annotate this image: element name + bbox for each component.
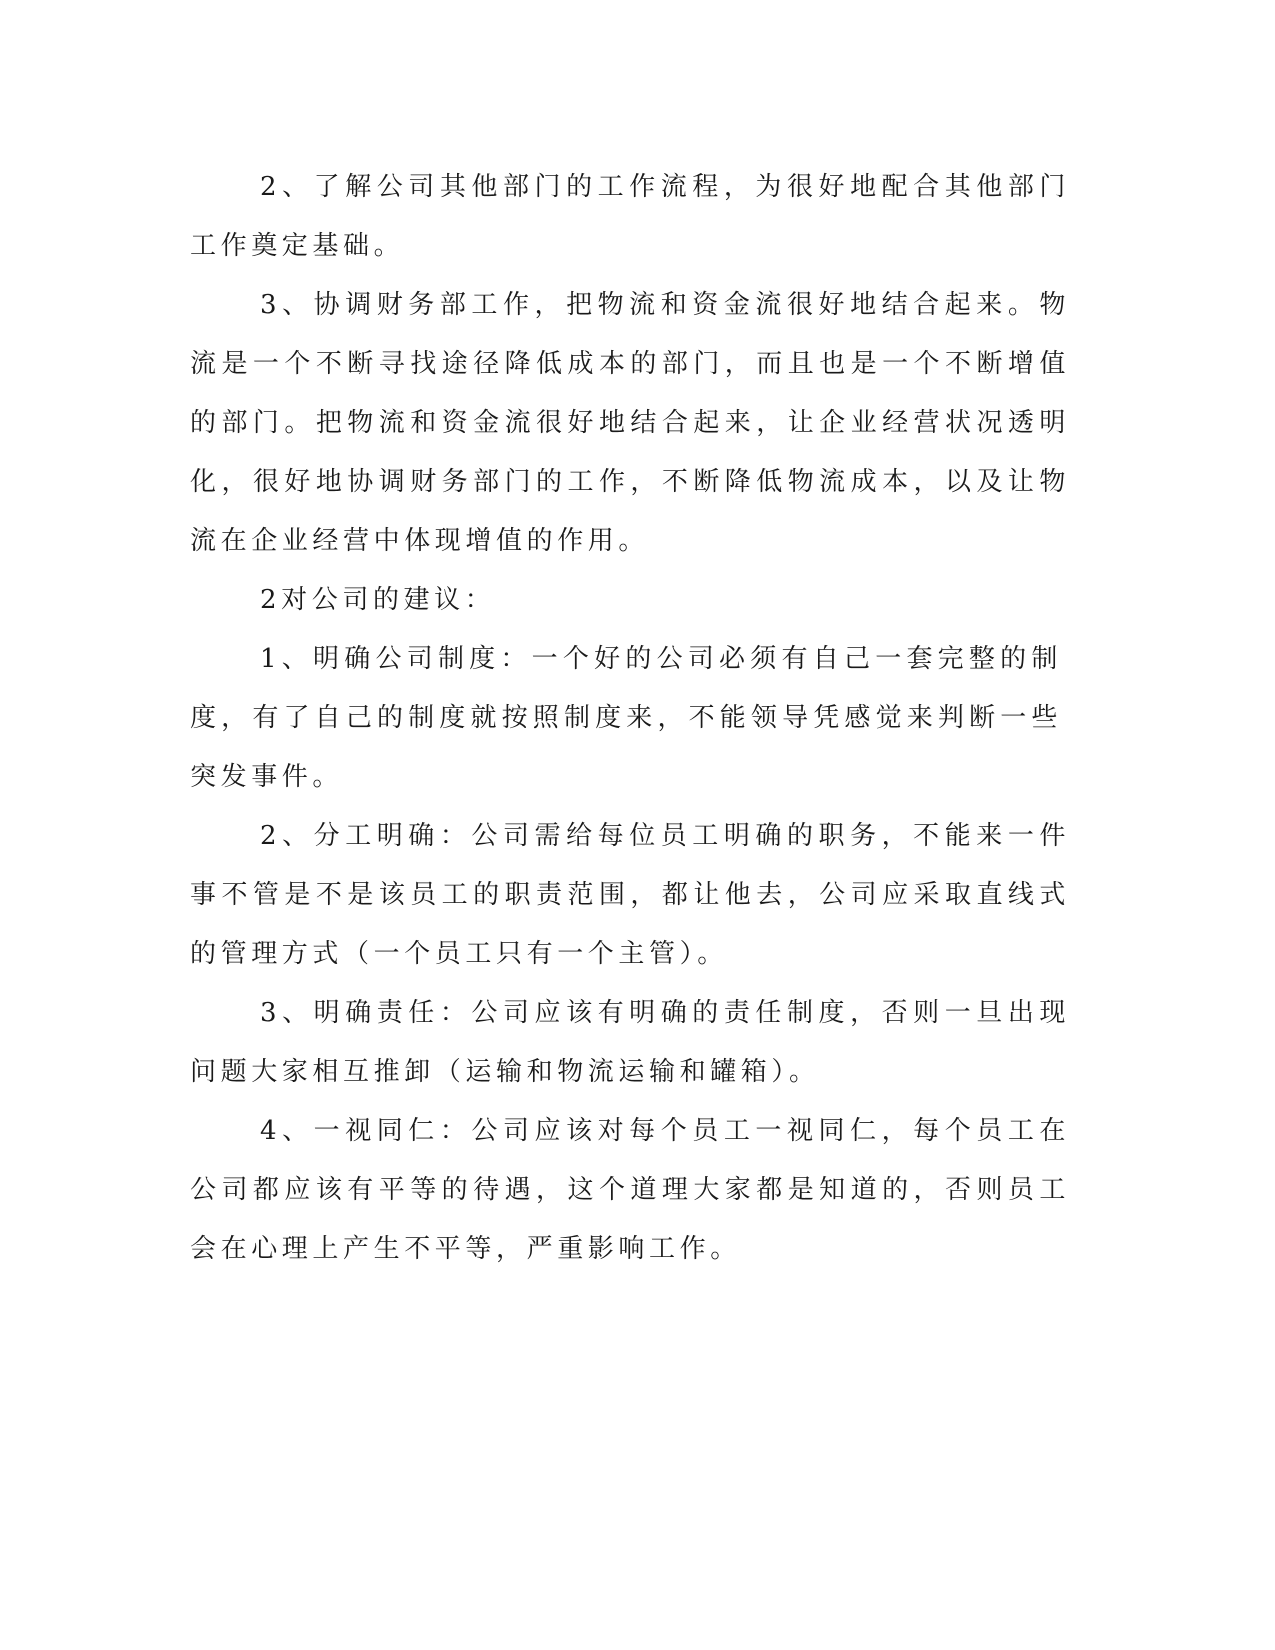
- section-heading-suggestions: 2对公司的建议：: [260, 585, 496, 615]
- paragraph-coordinate-finance: 3、协调财务部工作，把物流和资金流很好地结合起来。物流是一个不断寻找途径降低成本的部门，而且也是一个不断增值的部门。把物流和资金流很好地结合起来，让企业经营状况透明化，很好地协调财务部门的工作，不断降低物流成本，以及让物流在企业经营中体现增值的作用。: [190, 290, 1070, 556]
- paragraph-clear-responsibility: 3、明确责任：公司应该有明确的责任制度，否则一旦出现问题大家相互推卸（运输和物流运输和罐箱）。: [190, 998, 1070, 1087]
- paragraph-clear-division: 2、分工明确：公司需给每位员工明确的职务，不能来一件事不管是不是该员工的职责范围，都让他去，公司应采取直线式的管理方式（一个员工只有一个主管）。: [190, 821, 1070, 969]
- paragraph-clear-system: 1、明确公司制度：一个好的公司必须有自己一套完整的制度，有了自己的制度就按照制度来，不能领导凭感觉来判断一些突发事件。: [190, 644, 1062, 792]
- document-body: [190, 158, 1070, 1279]
- paragraph-understand-other-departments: 2、了解公司其他部门的工作流程，为很好地配合其他部门工作奠定基础。: [190, 172, 1070, 261]
- paragraph-equal-treatment: 4、一视同仁：公司应该对每个员工一视同仁，每个员工在公司都应该有平等的待遇，这个道理大家都是知道的，否则员工会在心理上产生不平等，严重影响工作。: [190, 1116, 1070, 1264]
